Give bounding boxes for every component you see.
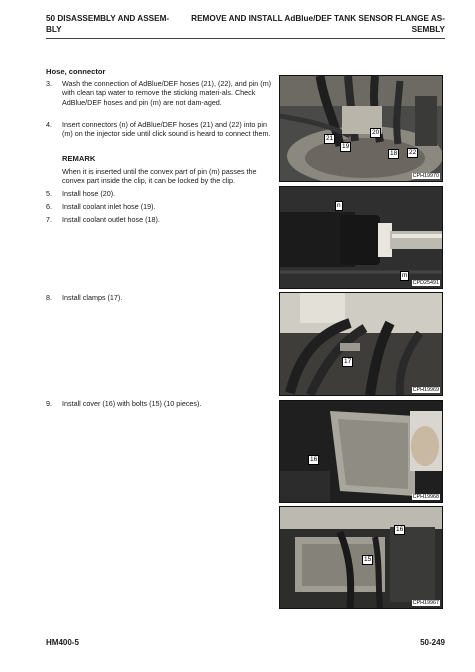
figure-callout-16: 16 [310,456,318,463]
section-title: Hose, connector [46,67,106,76]
figure-callout-19: 19 [342,143,350,150]
figure-cover-photo [279,400,443,503]
figure-callout-16: 16 [396,526,404,533]
connector-photo-illustration [280,187,442,288]
step-number: 3. [46,79,52,88]
cover-photo-illustration [280,401,442,502]
figure-callout-15: 15 [364,556,372,563]
figure-caption: CPH19969 [412,387,439,393]
figure-callout-21: 21 [326,135,334,142]
step-7 [46,215,274,224]
step-text: Install hose (20). [62,189,116,198]
figure-clamps-photo [279,292,443,396]
figure-callout-17: 17 [344,358,352,365]
step-number: 7. [46,215,52,224]
step-number: 5. [46,189,52,198]
step-number: 8. [46,293,52,302]
remark-text: When it is inserted until the convex part of pin (m) passes the convex part inside the clip, it can be locked by the clip. [62,167,257,186]
clamps-photo-illustration [280,293,442,395]
header-divider [46,38,445,39]
figure-callout-20: 20 [372,129,380,136]
step-5 [46,189,274,198]
figure-callout-m: m [402,272,408,279]
step-number: 6. [46,202,52,211]
step-text: Install coolant inlet hose (19). [62,202,156,211]
figure-callout-18: 18 [390,150,398,157]
figure-caption: CPH19967 [412,600,439,606]
step-text: Insert connectors (n) of AdBlue/DEF hoses (21) and (22) into pin (m) on the injector side until click sound is heard to connect them. [62,120,271,139]
step-text: Wash the connection of AdBlue/DEF hoses (21), (22), and pin (m) with clean tap water to remove the sticking materi-als. Check AdBlue/DEF hoses and pin (m) are not dam-aged. [62,79,272,107]
step-text: Install clamps (17). [62,293,123,302]
figure-connector-photo [279,186,443,289]
figure-caption: CPH19968 [412,494,439,500]
hoses-photo-illustration [280,76,442,181]
header-section-title: 50 DISASSEMBLY AND ASSEM-BLY [46,14,170,34]
figure-caption: CPD25491 [412,280,439,286]
step-3 [46,79,274,107]
step-6 [46,202,274,211]
step-9 [46,399,274,408]
figure-bolts-photo [279,506,443,609]
figure-callout-n: n [337,202,341,209]
step-4 [46,120,274,139]
remark-title: REMARK [62,154,96,163]
figure-adblue-hoses-photo [279,75,443,182]
footer-model: HM400-5 [46,638,79,647]
step-number: 4. [46,120,52,129]
footer-page-number: 50-249 [420,638,445,647]
header-page-topic: REMOVE AND INSTALL AdBlue/DEF TANK SENSOR FLANGE AS-SEMBLY [191,14,445,34]
figure-callout-22: 22 [409,149,417,156]
step-number: 9. [46,399,52,408]
step-text: Install coolant outlet hose (18). [62,215,160,224]
figure-caption: CPH19970 [412,173,439,179]
step-text: Install cover (16) with bolts (15) (10 pieces). [62,399,202,408]
bolts-photo-illustration [280,507,442,608]
step-8 [46,293,274,302]
